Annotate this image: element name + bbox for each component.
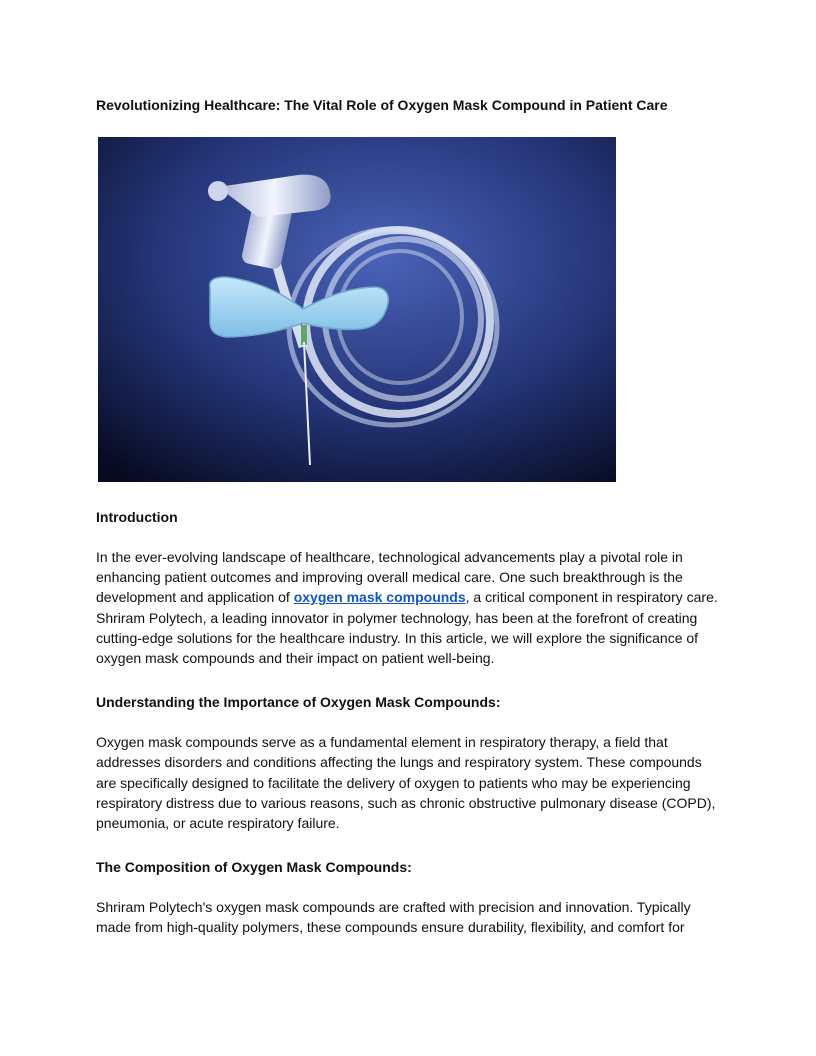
intro-heading: Introduction: [96, 509, 178, 525]
section2-paragraph: Shriram Polytech's oxygen mask compounds are crafted with precision and innovation. Typically made from high-quality polymers, these compounds ensure durability, flexibility, and comfort for: [96, 899, 691, 936]
document-page: [96, 95, 720, 938]
section2-heading: The Composition of Oxygen Mask Compounds:: [96, 859, 412, 876]
butterfly-needle-illustration: [98, 137, 616, 482]
intro-text-end: , a critical component in respiratory care. Shriram Polytech, a leading innovator in polymer technology, has been at the forefront of creating cutting-edge solutions for the healthcare industry. In this article, we will explore the significance of oxygen mask compounds and their impact on patient well-being.: [96, 589, 718, 667]
product-photo: [98, 137, 616, 482]
intro-paragraph: [96, 547, 720, 668]
section1-paragraph: Oxygen mask compounds serve as a fundamental element in respiratory therapy, a field that addresses disorders and conditions affecting the lungs and respiratory system. These compounds are specifically designed to facilitate the delivery of oxygen to patients who may be experiencing respiratory distress due to various reasons, such as chronic obstructive pulmonary disease (COPD), pneumonia, or acute respiratory failure.: [96, 734, 716, 832]
intro-text-start: In the ever-evolving landscape of healthcare, technological advancements play a pivotal role in enhancing patient outcomes and improving overall medical care. One such breakthrough is the development and application of: [96, 549, 683, 606]
oxygen-mask-compounds-link[interactable]: oxygen mask compounds: [293, 589, 466, 606]
section1-heading: Understanding the Importance of Oxygen Mask Compounds:: [96, 694, 501, 711]
document-title: Revolutionizing Healthcare: The Vital Role of Oxygen Mask Compound in Patient Care: [96, 97, 668, 113]
